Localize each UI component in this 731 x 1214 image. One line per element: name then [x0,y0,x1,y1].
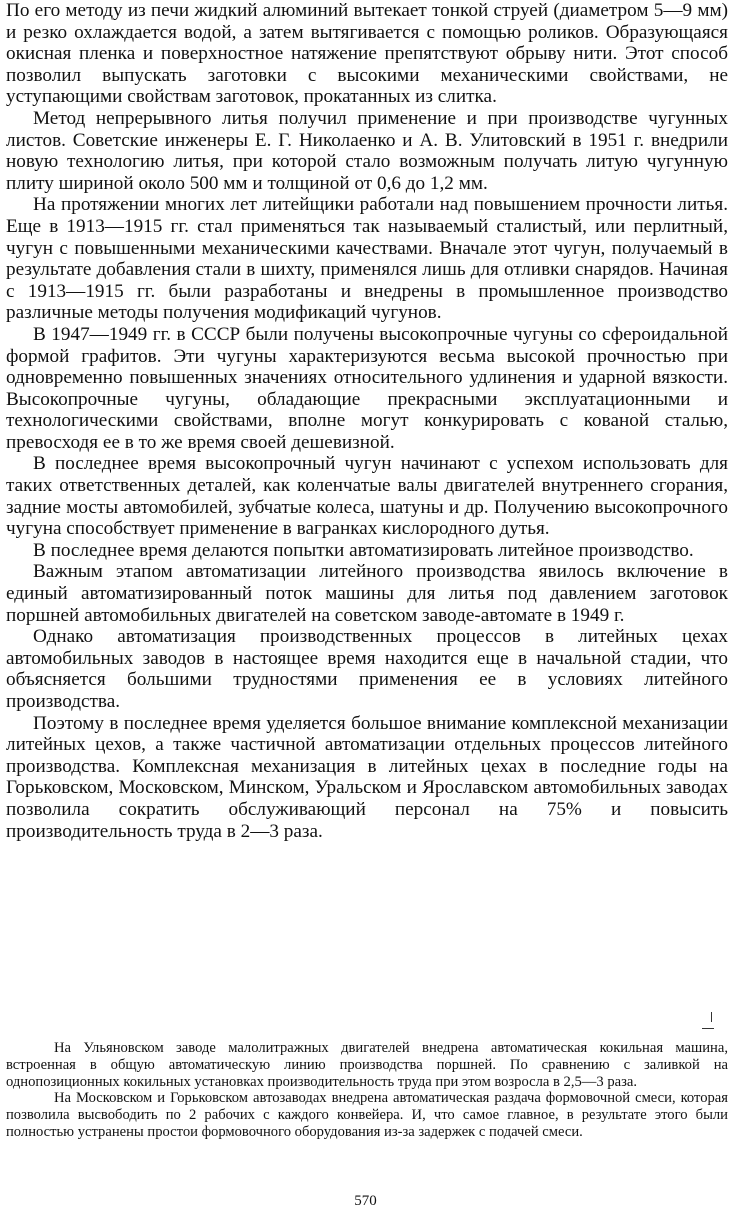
footnote-divider [702,1012,714,1030]
page-number: 570 [354,1193,377,1209]
footnote: На Московском и Горьковском автозаводах внедрена автоматическая раздача формовочной смеси, которая позволила высвободить по 2 рабочих с каждого конвейера. И, что самое главное, в результате этого были полностью устранены простои формовочного оборудования из-за задержек с подачей смеси. [6,1090,728,1140]
paragraph: На протяжении многих лет литейщики работали над повышением прочности литья. Еще в 1913—1915 гг. стал применяться так называемый сталистый, или перлитный, чугун с повышенными механическими качествами. Вначале этот чугун, получаемый в результате добавления стали в шихту, применялся лишь для отливки снарядов. Начиная с 1913—1915 гг. были разработаны и внедрены в промышленное производство различные методы получения модификаций чугунов. [6,194,728,324]
paragraph: Однако автоматизация производственных процессов в литейных цехах автомобильных заводов в настоящее время находится еще в начальной стадии, что объясняется большими трудностями применения ее в условиях литейного производства. [6,626,728,712]
paragraph: По его методу из печи жидкий алюминий вытекает тонкой струей (диаметром 5—9 мм) и резко охлаждается водой, а затем вытягивается с помощью роликов. Образующаяся окисная пленка и поверхностное натяжение препятствуют обрыву нити. Этот способ позволил выпускать заготовки с высокими механическими свойствами, не уступающими свойствам заготовок, прокатанных из слитка. [6,0,728,108]
paragraph: Важным этапом автоматизации литейного производства явилось включение в единый автоматизированный поток машины для литья под давлением заготовок поршней автомобильных двигателей на советском заводе-автомате в 1949 г. [6,561,728,626]
paragraph: В 1947—1949 гг. в СССР были получены высокопрочные чугуны со сфероидальной формой графитов. Эти чугуны характеризуются весьма высокой прочностью при одновременно повышенных значениях относительного удлинения и ударной вязкости. Высокопрочные чугуны, обладающие прекрасными эксплуатационными и технологическими свойствами, вполне могут конкурировать с кованой сталью, превосходя ее в то же время своей дешевизной. [6,323,728,453]
paragraph: В последнее время делаются попытки автоматизировать литейное производство. [33,539,694,561]
page [6,0,728,842]
footnotes [6,1040,728,1141]
paragraph: В последнее время высокопрочный чугун начинают с успехом использовать для таких ответственных деталей, как коленчатые валы двигателей внутреннего сгорания, задние мосты автомобилей, зубчатые колеса, шатуны и др. Получению высокопрочного чугуна способствует применение в вагранках кислородного дутья. [6,453,728,540]
paragraph: Поэтому в последнее время уделяется большое внимание комплексной механизации литейных цехов, а также частичной автоматизации отдельных процессов литейного производства. Комплексная механизация в литейных цехах в последние годы на Горьковском, Московском, Минском, Уральском и Ярославском автомобильных заводах позволила сократить обслуживающий персонал на 75% и повысить производительность труда в 2—3 раза. [6,712,728,842]
footnote: На Ульяновском заводе малолитражных двигателей внедрена автоматическая кокильная машина, встроенная в общую автоматическую линию производства поршней. По сравнению с заливкой на однопозиционных кокильных установках производительность труда при этом возросла в 2,5—3 раза. [6,1040,728,1090]
main-text [6,0,728,842]
divider-rule [702,1028,714,1029]
divider-tick [711,1012,712,1022]
paragraph: Метод непрерывного литья получил применение и при производстве чугунных листов. Советские инженеры Е. Г. Николаенко и А. В. Улитовский в 1951 г. внедрили новую технологию литья, при которой стало возможным получать литую чугунную плиту шириной около 500 мм и толщиной от 0,6 до 1,2 мм. [6,107,728,194]
